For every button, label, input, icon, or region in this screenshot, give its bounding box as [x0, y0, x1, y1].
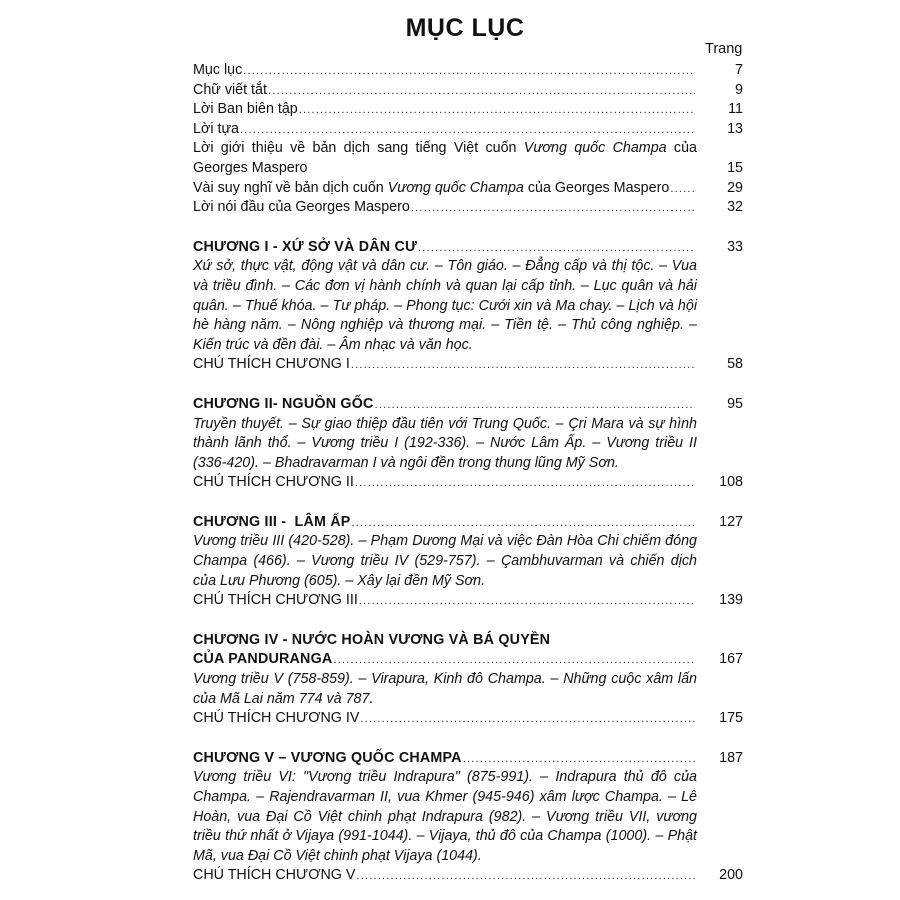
chapter-title-cont: CỦA PANDURANGA — [193, 651, 333, 668]
toc-entry-label — [193, 179, 669, 199]
notes-label: CHÚ THÍCH CHƯƠNG II — [193, 474, 354, 491]
toc-entry-page: 11 — [728, 101, 743, 118]
chapter-3-notes[interactable] — [193, 591, 743, 611]
dot-leader — [240, 121, 695, 141]
chapter-4-heading-cont[interactable] — [193, 650, 743, 670]
page-column-label: Trang — [705, 41, 743, 57]
toc-entry-muc-luc[interactable] — [193, 61, 743, 81]
dot-leader — [375, 396, 695, 416]
chapter-page: 187 — [719, 749, 743, 766]
page-title: MỤC LỤC — [405, 14, 525, 42]
toc-entry-text: Vài suy nghĩ về bản dịch cuốn — [193, 179, 388, 196]
chapter-4-heading[interactable] — [193, 631, 743, 651]
dot-leader — [356, 867, 695, 887]
toc-entry-loi-tua[interactable] — [193, 120, 743, 140]
toc-entry-text: của Georges Maspero — [193, 140, 697, 176]
chapter-page: 127 — [719, 513, 743, 530]
notes-page: 108 — [719, 474, 743, 491]
dot-leader — [360, 710, 695, 730]
toc-entry-chu-viet-tat[interactable] — [193, 81, 743, 101]
toc-entry-label: Mục lục — [193, 62, 243, 78]
toc-entry-page: 7 — [735, 62, 743, 78]
notes-label: CHÚ THÍCH CHƯƠNG III — [193, 592, 358, 609]
chapter-page: 167 — [719, 651, 743, 668]
chapter-3-heading[interactable] — [193, 513, 743, 533]
toc-entry-page: 9 — [735, 81, 743, 98]
notes-page: 200 — [719, 867, 743, 884]
dot-leader — [359, 592, 695, 612]
dot-leader — [418, 239, 695, 259]
toc-entry-label — [193, 139, 697, 178]
dot-leader — [268, 82, 695, 102]
book-title: Vương quốc Champa — [523, 140, 667, 157]
dot-leader — [355, 474, 695, 494]
dot-leader — [243, 62, 695, 82]
toc-entry-page: 13 — [727, 120, 743, 137]
toc-entry-page: 29 — [727, 179, 743, 196]
chapter-5-summary: Vương triều VI: "Vương triều Indrapura" (875-991). – Indrapura thủ đô của Champa. – Rajendravarman II, vua Khmer (945-946) xâm lược Champa. – Lê Hoàn, vua Đại Cồ Việt chinh phạt Indrapura (982). – Vương triều VII, vương triều thứ nhất ở Vijaya (991-1044). – Vijaya, thủ đô của Champa (1000). – Phật Mã, vua Đại Cồ Việt chinh phạt Vijaya (1044). — [193, 769, 697, 864]
chapter-2-notes[interactable] — [193, 473, 743, 493]
chapter-1-notes[interactable] — [193, 355, 743, 375]
notes-label: CHÚ THÍCH CHƯƠNG IV — [193, 710, 360, 727]
toc-entry-loi-noi-dau[interactable] — [193, 198, 743, 218]
chapter-page: 95 — [727, 395, 743, 412]
toc-entry-loi-gioi-thieu[interactable] — [193, 139, 743, 178]
chapter-4-summary: Vương triều V (758-859). – Virapura, Kinh đô Champa. – Những cuộc xâm lấn của Mã Lai năm 774 và 787. — [193, 671, 697, 707]
chapter-5-heading[interactable] — [193, 749, 743, 769]
chapter-2-summary: Truyền thuyết. – Sự giao thiệp đầu tiên với Trung Quốc. – Çri Mara và sự hình thành lãnh thổ. – Vương triều I (192-336). – Nước Lâm Ấp. – Vương triều II (336-420). – Bhadravarman I và ngôi đền trong thung lũng Mỹ Sơn. — [193, 415, 697, 471]
notes-label: CHÚ THÍCH CHƯƠNG V — [193, 867, 356, 884]
chapter-page: 33 — [727, 238, 743, 255]
dot-leader — [411, 199, 695, 219]
book-title: Vương quốc Champa — [387, 179, 524, 196]
toc-entry-loi-ban-bien-tap[interactable] — [193, 100, 743, 120]
dot-leader — [352, 514, 695, 534]
chapter-1-summary: Xứ sở, thực vật, động vật và dân cư. – Tôn giáo. – Đẳng cấp và thị tộc. – Vua và triều đình. – Các đơn vị hành chính và quan lại cấp tỉnh. – Lục quân và hải quân. – Thuế khóa. – Tư pháp. – Phong tục: Cưới xin và Ma chay. – Lịch và hội hè hàng năm. – Nông nghiệp và thương mại. – Tiền tệ. – Thủ công nghiệp. – Kiến trúc và đền đài. – Âm nhạc và văn học. — [193, 258, 697, 353]
dot-leader — [333, 651, 695, 671]
notes-label: CHÚ THÍCH CHƯƠNG I — [193, 356, 350, 373]
dot-leader — [351, 356, 695, 376]
chapter-3-summary: Vương triều III (420-528). – Phạm Dương Mại và việc Đàn Hòa Chi chiếm đóng Champa (466). – Vương triều IV (529-757). – Çambhuvarman và chiến dịch của Lưu Phương (605). – Xây lại đền Mỹ Sơn. — [193, 533, 697, 589]
dot-leader — [463, 750, 695, 770]
dot-leader — [670, 180, 695, 200]
toc-entry-vai-suy-nghi[interactable] — [193, 179, 743, 199]
toc-entry-page: 15 — [727, 159, 743, 176]
dot-leader — [299, 101, 695, 121]
chapter-title: CHƯƠNG II- NGUỒN GỐC — [193, 395, 374, 412]
toc-entry-text: Lời giới thiệu về bản dịch sang tiếng Việt cuốn — [193, 140, 524, 157]
chapter-title: CHƯƠNG I - XỨ SỞ VÀ DÂN CƯ — [193, 238, 418, 255]
notes-page: 58 — [727, 356, 743, 373]
notes-page: 175 — [719, 710, 743, 727]
toc-entry-label: Chữ viết tắt — [193, 81, 267, 98]
toc-entry-label: Lời nói đầu của Georges Maspero — [193, 199, 410, 216]
table-of-contents — [193, 61, 743, 886]
chapter-5-notes[interactable] — [193, 866, 743, 886]
chapter-2-heading[interactable] — [193, 395, 743, 415]
notes-page: 139 — [719, 592, 743, 609]
chapter-1-heading[interactable] — [193, 238, 743, 258]
chapter-title: CHƯƠNG V – VƯƠNG QUỐC CHAMPA — [193, 749, 462, 766]
chapter-4-notes[interactable] — [193, 709, 743, 729]
toc-entry-text: của Georges Maspero — [523, 179, 670, 196]
chapter-title: CHƯƠNG III - LÂM ẤP — [193, 513, 351, 530]
toc-entry-page: 32 — [727, 199, 743, 216]
toc-entry-label: Lời Ban biên tập — [193, 101, 298, 118]
toc-entry-label: Lời tựa — [193, 120, 239, 137]
chapter-title: CHƯƠNG IV - NƯỚC HOÀN VƯƠNG VÀ BÁ QUYỀN — [193, 631, 551, 648]
